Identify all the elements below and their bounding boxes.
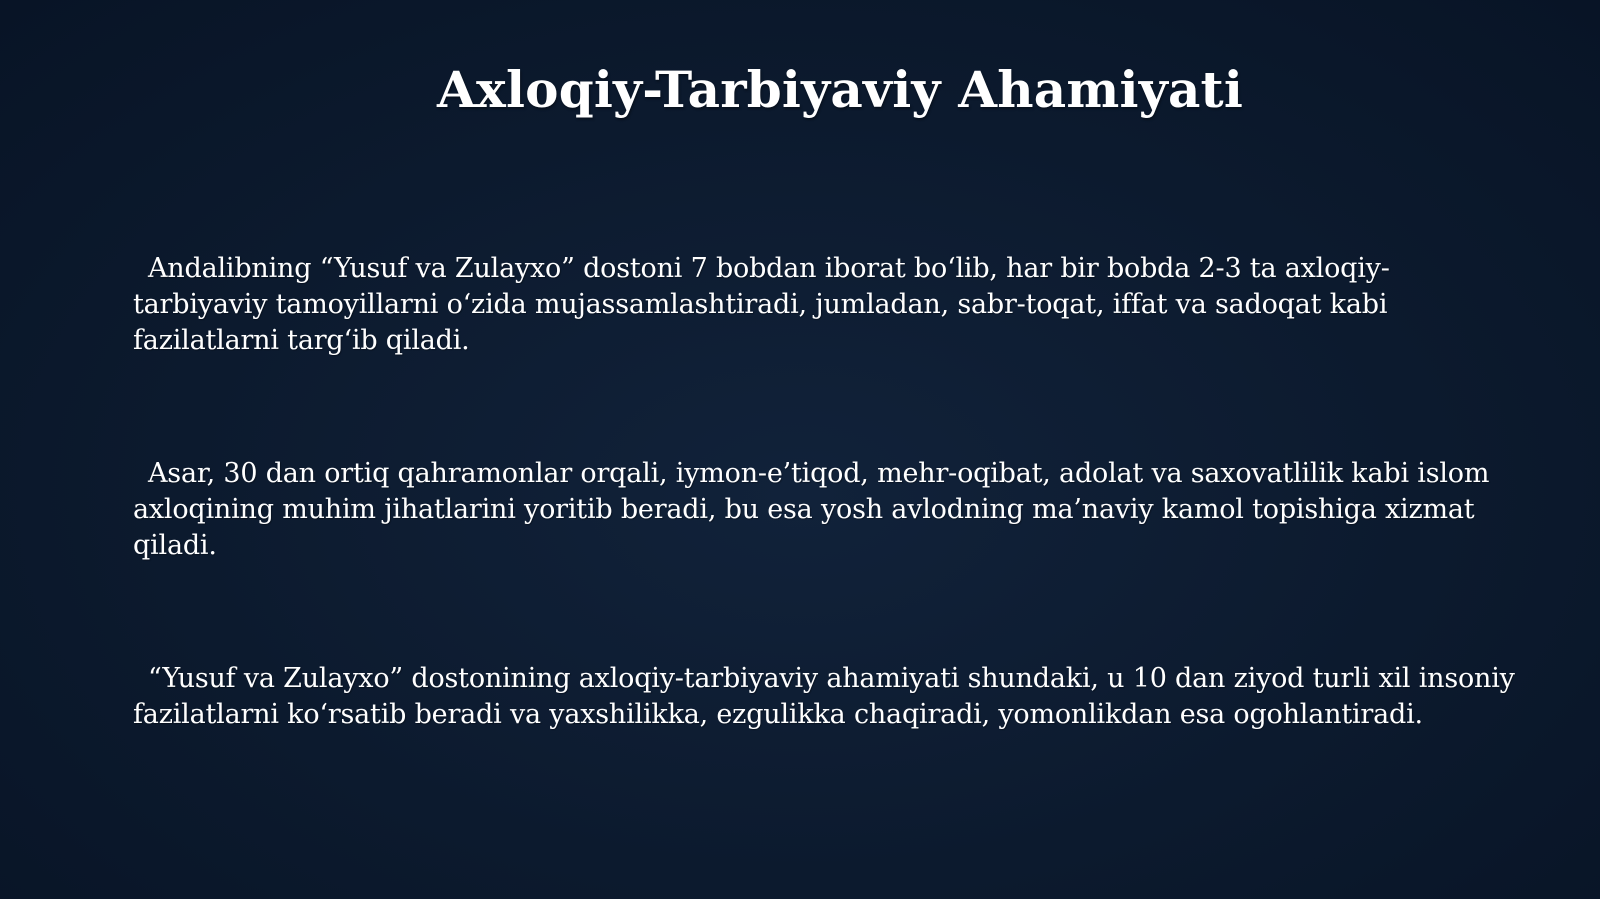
- paragraph-2: Asar, 30 dan ortiq qahramonlar orqali, iymon-e’tiqod, mehr-oqibat, adolat va saxovatlilik kabi islom axloqining muhim jihatlarini yoritib beradi, bu esa yosh avlodning ma’naviy kamol topishiga xizmat qiladi.: [133, 458, 1490, 561]
- paragraph-1: Andalibning “Yusuf va Zulayxo” dostoni 7 bobdan iborat bo‘lib, har bir bobda 2-3 ta axloqiy-tarbiyaviy tamoyillarni o‘zida mujassamlashtiradi, jumladan, sabr-toqat, iffat va sadoqat kabi fazilatlarni targ‘ib qiladi.: [133, 253, 1390, 356]
- paragraph-3: “Yusuf va Zulayxo” dostonining axloqiy-tarbiyaviy ahamiyati shundaki, u 10 dan ziyod turli xil insoniy fazilatlarni ko‘rsatib beradi va yaxshilikka, ezgulikka chaqiradi, yomonlikdan esa ogohlantiradi.: [133, 663, 1515, 730]
- slide-body: [133, 251, 1518, 769]
- slide-title: Axloqiy-Tarbiyaviy Ahamiyati: [436, 60, 1244, 119]
